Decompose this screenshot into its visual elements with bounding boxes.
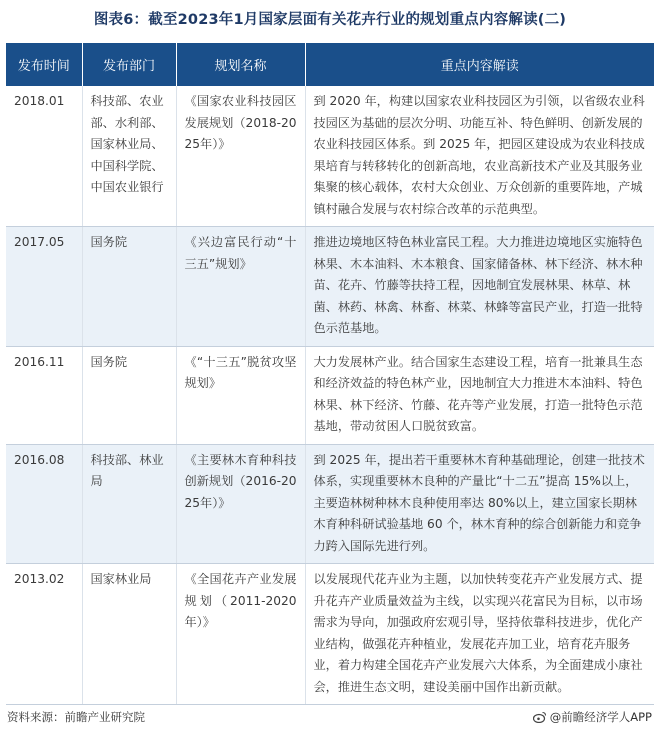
table-row <box>6 564 654 705</box>
table-row <box>6 346 654 444</box>
row-date: 2018.01 <box>6 86 82 227</box>
brand-text: @前瞻经济学人APP <box>549 710 652 724</box>
table-row <box>6 227 654 347</box>
header-plan-name: 规划名称 <box>176 43 305 86</box>
row-plan-name: 《主要林木育种科技创新规划（2016-2025年）》 <box>176 444 305 564</box>
row-plan-name: 《兴边富民行动“十三五”规划》 <box>176 227 305 347</box>
header-key-content: 重点内容解读 <box>305 43 654 86</box>
row-content: 以发展现代花卉业为主题，以加快转变花卉产业发展方式、提升花卉产业质量效益为主线，以实现兴花富民为目标，以市场需求为导向，加强政府宏观引导，坚持依靠科技进步，优化产业结构，做强花卉种植业，发展花卉加工业，培育花卉服务业，着力构建全国花卉产业发展六大体系，为全面建成小康社会，推进生态文明，建设美丽中国作出新贡献。 <box>305 564 654 705</box>
header-department: 发布部门 <box>82 43 176 86</box>
row-plan-name: 《全国花卉产业发展规划（2011-2020年）》 <box>176 564 305 705</box>
row-content: 推进边境地区特色林业富民工程。大力推进边境地区实施特色林果、木本油料、木本粮食、国家储备林、林下经济、林木种苗、花卉、竹藤等扶持工程，因地制宜发展林果、林草、林菌、林药、林禽、林畜、林菜、林蜂等富民产业，打造一批特色示范基地。 <box>305 227 654 347</box>
row-date: 2013.02 <box>6 564 82 705</box>
row-plan-name: 《国家农业科技园区发展规划（2018-2025年）》 <box>176 86 305 227</box>
table-header-row <box>6 43 654 86</box>
row-date: 2017.05 <box>6 227 82 347</box>
policy-table <box>6 43 654 705</box>
row-department: 国务院 <box>82 227 176 347</box>
chart-title: 图表6：截至2023年1月国家层面有关花卉行业的规划重点内容解读(二) <box>93 12 567 28</box>
table-row <box>6 86 654 227</box>
weibo-icon <box>533 711 547 723</box>
row-content: 大力发展林产业。结合国家生态建设工程，培育一批兼具生态和经济效益的特色林产业，因地制宜大力推进木本油料、特色林果、林下经济、竹藤、花卉等产业发展，打造一批特色示范基地，带动贫困人口脱贫致富。 <box>305 346 654 444</box>
row-department: 国家林业局 <box>82 564 176 705</box>
row-content: 到 2020 年，构建以国家农业科技园区为引领，以省级农业科技园区为基础的层次分明、功能互补、特色鲜明、创新发展的农业科技园区体系。到 2025 年，把园区建设成为农业科技成果培育与转移转化的创新高地，农业高新技术产业及其服务业集聚的核心载体，农村大众创业、万众创新的重要阵地，产城镇村融合发展与农村综合改革的示范典型。 <box>305 86 654 227</box>
source-note: 资料来源：前瞻产业研究院 <box>7 710 145 724</box>
table-row <box>6 444 654 564</box>
row-date: 2016.08 <box>6 444 82 564</box>
row-department: 科技部、林业局 <box>82 444 176 564</box>
header-date: 发布时间 <box>6 43 82 86</box>
brand-credit <box>533 709 652 725</box>
row-department: 科技部、农业部、水利部、国家林业局、中国科学院、中国农业银行 <box>82 86 176 227</box>
row-date: 2016.11 <box>6 346 82 444</box>
row-department: 国务院 <box>82 346 176 444</box>
row-plan-name: 《“十三五”脱贫攻坚规划》 <box>176 346 305 444</box>
row-content: 到 2025 年，提出若干重要林木育种基础理论，创建一批技术体系，实现重要林木良种的产量比“十二五”提高 15%以上，主要造林树种林木良种使用率达 80%以上，建立国家长期林木育种科研试验基地 60 个，林木育种的综合创新能力和竞争力跨入国际先进行列。 <box>305 444 654 564</box>
